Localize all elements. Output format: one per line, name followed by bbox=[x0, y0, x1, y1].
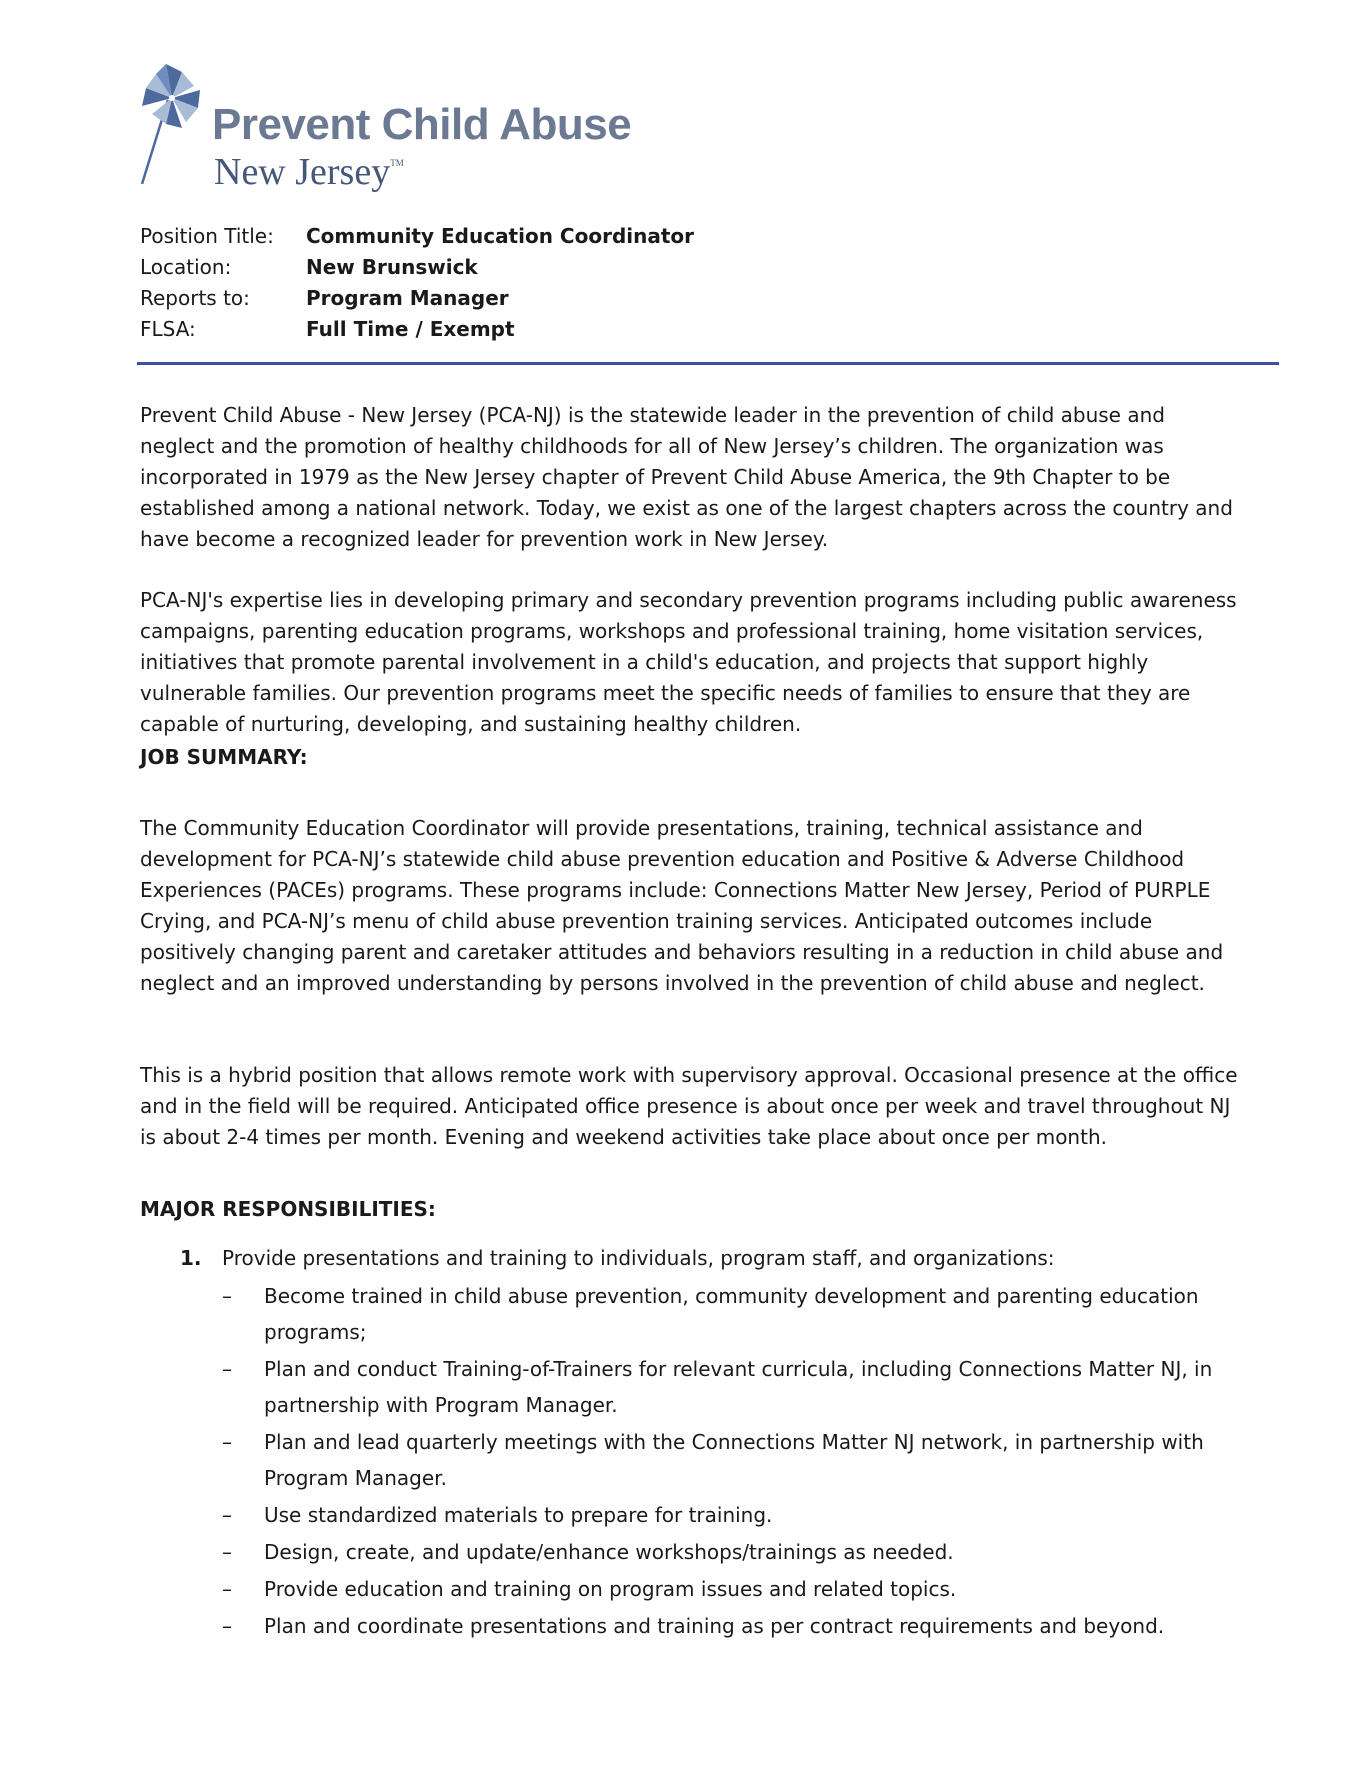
list-item bbox=[180, 1571, 1260, 1607]
logo-subtitle-text: New Jersey bbox=[214, 151, 391, 193]
position-details bbox=[140, 224, 840, 348]
dash-bullet: – bbox=[222, 1284, 232, 1308]
intro-paragraph: Prevent Child Abuse - New Jersey (PCA-NJ) is the statewide leader in the prevention of child abuse and neglect and the promotion of healthy childhoods for all of New Jersey’s children. The organization was incorporated in 1979 as the New Jersey chapter of Prevent Child Abuse America, the 9th Chapter to be established among a national network. Today, we exist as one of the largest chapters across the country and have become a recognized leader for prevention work in New Jersey. bbox=[140, 403, 1233, 551]
header-divider bbox=[137, 362, 1279, 365]
position-title-value: Community Education Coordinator bbox=[306, 224, 695, 248]
list-item bbox=[180, 1424, 1260, 1496]
list-item-text: Plan and lead quarterly meetings with the Connections Matter NJ network, in partnership with Program Manager. bbox=[264, 1430, 1204, 1490]
dash-bullet: – bbox=[222, 1540, 232, 1564]
reports-to-row bbox=[140, 286, 840, 317]
dash-bullet: – bbox=[222, 1357, 232, 1381]
reports-to-label: Reports to: bbox=[140, 286, 250, 310]
logo-name: Prevent Child Abuse bbox=[212, 100, 632, 149]
expertise-paragraph: PCA-NJ's expertise lies in developing primary and secondary prevention programs including public awareness campaigns, parenting education programs, workshops and professional training, home visitation services, initiatives that promote parental involvement in a child's education, and projects that support highly vulnerable families. Our prevention programs meet the specific needs of families to ensure that they are capable of nurturing, developing, and sustaining healthy children. bbox=[140, 588, 1237, 736]
responsibilities-list bbox=[180, 1243, 1260, 1645]
list-item-text: Become trained in child abuse prevention, community development and parenting education programs; bbox=[264, 1284, 1199, 1344]
responsibility-text: Provide presentations and training to individuals, program staff, and organizations: bbox=[222, 1246, 1055, 1270]
location-row bbox=[140, 255, 840, 286]
dash-bullet: – bbox=[222, 1614, 232, 1638]
list-item bbox=[180, 1497, 1260, 1533]
trademark-mark: TM bbox=[390, 158, 404, 168]
position-title-label: Position Title: bbox=[140, 224, 274, 248]
responsibility-item bbox=[180, 1243, 1260, 1274]
hybrid-paragraph: This is a hybrid position that allows remote work with supervisory approval. Occasional presence at the office and in the field will be required. Anticipated office presence is about once per week and travel throughout NJ is about 2-4 times per month. Evening and weekend activities take place about once per month. bbox=[140, 1063, 1238, 1149]
flsa-row bbox=[140, 317, 840, 348]
reports-to-value: Program Manager bbox=[306, 286, 509, 310]
list-item bbox=[180, 1351, 1260, 1423]
dash-bullet: – bbox=[222, 1503, 232, 1527]
job-summary-heading: JOB SUMMARY: bbox=[140, 745, 308, 769]
list-item-text: Use standardized materials to prepare for training. bbox=[264, 1503, 773, 1527]
responsibilities-heading: MAJOR RESPONSIBILITIES: bbox=[140, 1197, 436, 1221]
responsibility-subitems bbox=[180, 1278, 1260, 1644]
location-value: New Brunswick bbox=[306, 255, 478, 279]
dash-bullet: – bbox=[222, 1430, 232, 1454]
list-item-text: Design, create, and update/enhance workshops/trainings as needed. bbox=[264, 1540, 954, 1564]
list-item bbox=[180, 1608, 1260, 1644]
organization-logo bbox=[136, 60, 656, 200]
location-label: Location: bbox=[140, 255, 232, 279]
logo-subtitle bbox=[214, 150, 404, 194]
responsibility-number: 1. bbox=[180, 1246, 202, 1270]
pinwheel-icon bbox=[136, 60, 212, 184]
list-item-text: Provide education and training on program issues and related topics. bbox=[264, 1577, 957, 1601]
list-item-text: Plan and coordinate presentations and training as per contract requirements and beyond. bbox=[264, 1614, 1165, 1638]
dash-bullet: – bbox=[222, 1577, 232, 1601]
list-item bbox=[180, 1278, 1260, 1350]
position-title-row bbox=[140, 224, 840, 255]
list-item bbox=[180, 1534, 1260, 1570]
job-summary-paragraph: The Community Education Coordinator will provide presentations, training, technical assistance and development for PCA-NJ’s statewide child abuse prevention education and Positive & Adverse Childhood Experiences (PACEs) programs. These programs include: Connections Matter New Jersey, Period of PURPLE Crying, and PCA-NJ’s menu of child abuse prevention training services. Anticipated outcomes include positively changing parent and caretaker attitudes and behaviors resulting in a reduction in child abuse and neglect and an improved understanding by persons involved in the prevention of child abuse and neglect. bbox=[140, 816, 1224, 995]
flsa-value: Full Time / Exempt bbox=[306, 317, 515, 341]
list-item-text: Plan and conduct Training-of-Trainers for relevant curricula, including Connections Matter NJ, in partnership with Program Manager. bbox=[264, 1357, 1213, 1417]
flsa-label: FLSA: bbox=[140, 317, 196, 341]
